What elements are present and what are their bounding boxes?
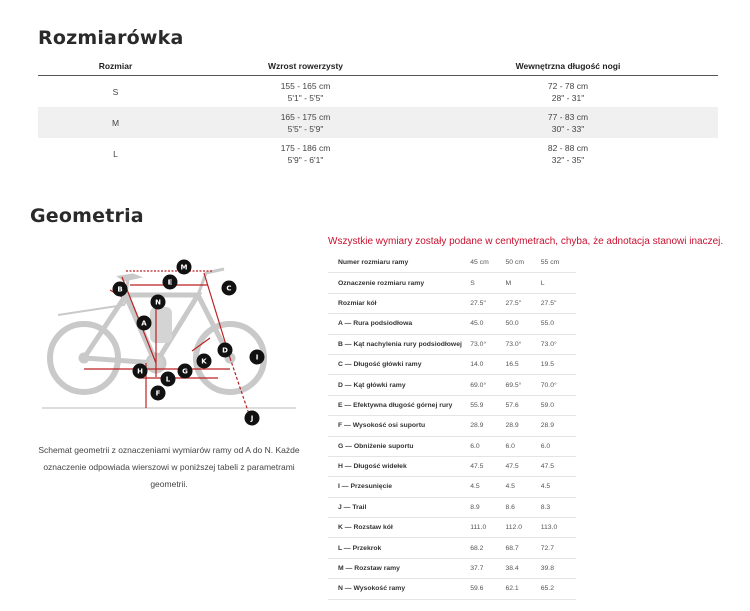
marker-c: [222, 281, 237, 296]
value-cell: 55.9: [470, 401, 484, 409]
table-row: [328, 579, 576, 599]
height-cell: 165 - 175 cm 5'5" - 5'9": [280, 111, 331, 134]
height-cell: 175 - 186 cm 5'9" - 6'1": [280, 142, 331, 165]
geometry-title: Geometria: [30, 205, 144, 227]
value-cell: 28.9: [470, 422, 484, 430]
size-table-header: [38, 57, 718, 76]
row-label: I — Przesunięcie: [338, 483, 393, 491]
value-cell: 72.7: [540, 544, 554, 552]
row-label: A — Rura podsiodłowa: [338, 320, 413, 328]
value-cell: 6.0: [470, 442, 480, 450]
marker-a: [137, 316, 152, 331]
svg-text:N: N: [155, 298, 161, 307]
size-cell: S: [112, 86, 119, 97]
row-label: L — Przekrok: [338, 544, 382, 552]
value-cell: 4.5: [540, 483, 551, 491]
table-row: [328, 559, 576, 579]
value-cell: 73.0°: [540, 340, 557, 348]
svg-text:G: G: [182, 367, 188, 376]
marker-n: [151, 295, 166, 310]
inseam-cell: 77 - 83 cm 30" - 33": [547, 111, 589, 134]
marker-l: [161, 372, 176, 387]
svg-text:I: I: [255, 353, 259, 362]
svg-text:F: F: [155, 389, 161, 398]
geometry-table: [328, 253, 576, 600]
table-row: [328, 253, 576, 273]
value-cell: 55 cm: [540, 259, 560, 267]
value-cell: L: [540, 279, 545, 287]
value-cell: 59.0: [540, 401, 554, 409]
value-cell: 19.5: [540, 361, 554, 369]
table-row: [38, 76, 718, 107]
svg-text:A: A: [141, 319, 147, 328]
svg-text:K: K: [201, 357, 207, 366]
row-label: Rozmiar kół: [338, 299, 377, 307]
value-cell: 111.0: [470, 524, 487, 532]
value-cell: 47.5: [505, 463, 519, 471]
value-cell: 16.5: [505, 361, 519, 369]
value-cell: S: [470, 279, 475, 287]
table-row: [328, 437, 576, 457]
value-cell: 8.3: [540, 503, 551, 511]
value-cell: 65.2: [540, 585, 554, 593]
value-cell: 57.6: [505, 401, 519, 409]
table-row: [38, 107, 718, 138]
value-cell: 6.0: [540, 442, 551, 450]
row-label: E — Efektywna długość górnej rury: [338, 401, 453, 409]
value-cell: 73.0°: [505, 340, 522, 348]
table-row: [328, 375, 576, 395]
table-row: [328, 498, 576, 518]
value-cell: 28.9: [540, 422, 554, 430]
value-cell: 8.6: [505, 503, 515, 511]
header-inseam: Wewnętrzna długość nogi: [515, 61, 621, 71]
units-note: Wszystkie wymiary zostały podane w centymetrach, chyba, że adnotacja stanowi inaczej.: [328, 236, 724, 247]
table-row: [38, 138, 718, 169]
value-cell: 50 cm: [505, 259, 524, 267]
value-cell: 50.0: [505, 320, 519, 328]
value-cell: 28.9: [505, 422, 519, 430]
svg-text:B: B: [117, 285, 123, 294]
size-chart-title: Rozmiarówka: [38, 27, 184, 49]
value-cell: 69.5°: [505, 381, 522, 389]
value-cell: 37.7: [470, 565, 484, 573]
marker-e: [163, 275, 178, 290]
row-label: K — Rozstaw kół: [338, 524, 393, 532]
row-label: M — Rozstaw ramy: [338, 565, 400, 573]
marker-f: [151, 386, 166, 401]
value-cell: 73.0°: [470, 340, 487, 348]
value-cell: 68.2: [470, 544, 484, 552]
marker-k: [197, 354, 212, 369]
table-row: [328, 477, 576, 497]
marker-i: [250, 350, 265, 365]
table-row: [328, 314, 576, 334]
row-label: F — Wysokość osi suportu: [338, 422, 426, 430]
value-cell: 8.9: [470, 503, 480, 511]
svg-text:E: E: [167, 278, 173, 287]
svg-text:C: C: [226, 284, 232, 293]
value-cell: 4.5: [470, 483, 480, 491]
size-chart-table: [38, 57, 718, 169]
table-row: [328, 335, 576, 355]
svg-text:J: J: [250, 414, 254, 423]
value-cell: 70.0°: [540, 381, 557, 389]
diagram-caption: Schemat geometrii z oznaczeniami wymiarów ramy od A do N. Każde oznaczenie odpowiada wierszowi w poniższej tabeli z parametrami geometrii.: [38, 445, 300, 489]
value-cell: 38.4: [505, 565, 519, 573]
marker-g: [178, 364, 193, 379]
value-cell: 39.8: [540, 565, 554, 573]
table-row: [328, 273, 576, 293]
value-cell: 4.5: [505, 483, 515, 491]
inseam-cell: 72 - 78 cm 28" - 31": [547, 80, 589, 103]
row-label: H — Długość widełek: [338, 463, 407, 471]
header-size: Rozmiar: [98, 61, 133, 71]
value-cell: 27.5": [540, 299, 557, 307]
row-label: G — Obniżenie suportu: [338, 442, 414, 450]
value-cell: 68.7: [505, 544, 519, 552]
row-label: C — Długość główki ramy: [338, 361, 422, 369]
value-cell: 47.5: [540, 463, 554, 471]
row-label: J — Trail: [338, 503, 367, 511]
value-cell: 69.0°: [470, 381, 487, 389]
table-row: [328, 355, 576, 375]
value-cell: 14.0: [470, 361, 484, 369]
svg-text:H: H: [137, 367, 143, 376]
value-cell: 27.5": [470, 299, 486, 307]
row-label: N — Wysokość ramy: [338, 585, 406, 593]
svg-text:D: D: [222, 346, 228, 355]
geometry-diagram: [38, 255, 300, 430]
value-cell: 27.5": [505, 299, 522, 307]
table-row: [328, 538, 576, 558]
value-cell: 59.6: [470, 585, 484, 593]
marker-m: [177, 260, 192, 275]
inseam-cell: 82 - 88 cm 32" - 35": [547, 142, 589, 165]
value-cell: 45 cm: [470, 259, 489, 267]
size-cell: M: [111, 117, 120, 128]
value-cell: 6.0: [505, 442, 515, 450]
value-cell: 113.0: [540, 524, 558, 532]
value-cell: 112.0: [505, 524, 522, 532]
header-rider-height: Wzrost rowerzysty: [267, 61, 344, 71]
table-row: [328, 457, 576, 477]
row-label: D — Kąt główki ramy: [338, 381, 406, 389]
height-cell: 155 - 165 cm 5'1" - 5'5": [280, 80, 331, 103]
table-row: [328, 294, 576, 314]
row-label: B — Kąt nachylenia rury podsiodłowej: [338, 340, 462, 348]
table-row: [328, 518, 576, 538]
marker-h: [133, 364, 148, 379]
marker-j: [245, 411, 260, 426]
row-label: Numer rozmiaru ramy: [338, 259, 409, 267]
svg-text:M: M: [180, 263, 188, 272]
svg-text:L: L: [165, 375, 171, 384]
value-cell: 62.1: [505, 585, 519, 593]
size-cell: L: [113, 148, 118, 159]
table-row: [328, 416, 576, 436]
value-cell: M: [505, 279, 512, 287]
value-cell: 45.0: [470, 320, 484, 328]
marker-b: [113, 282, 128, 297]
row-label: Oznaczenie rozmiaru ramy: [338, 279, 425, 287]
value-cell: 47.5: [470, 463, 484, 471]
marker-d: [218, 343, 233, 358]
table-row: [328, 396, 576, 416]
value-cell: 55.0: [540, 320, 554, 328]
